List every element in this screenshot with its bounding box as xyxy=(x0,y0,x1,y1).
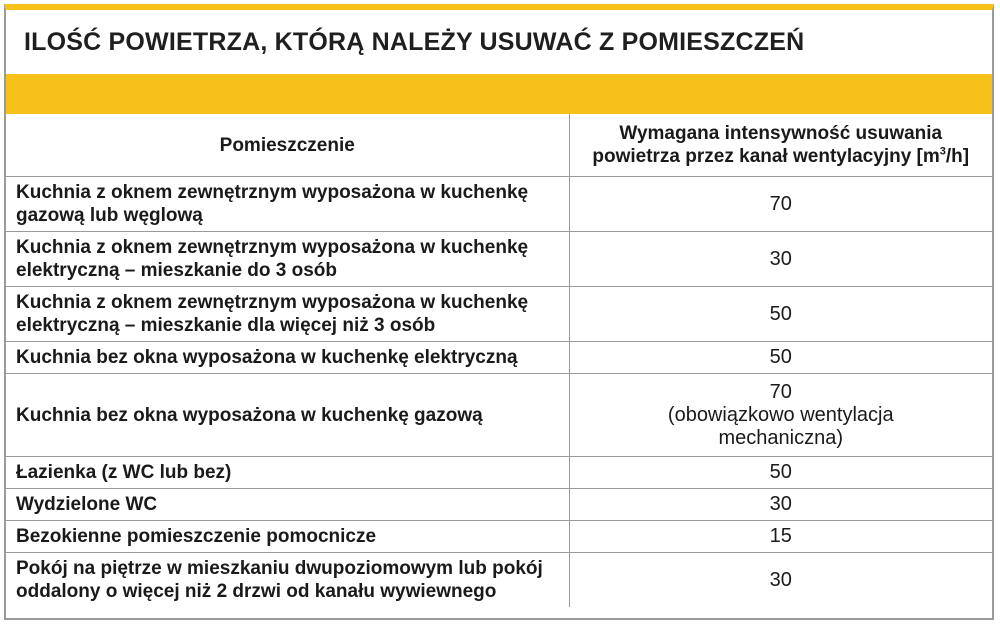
room-cell: Kuchnia bez okna wyposażona w kuchenkę elektryczną xyxy=(6,342,569,374)
header-room: Pomieszczenie xyxy=(6,114,569,177)
value-number: 70 xyxy=(769,380,792,403)
table-row xyxy=(6,553,992,608)
table-row xyxy=(6,177,992,232)
room-cell: Kuchnia z oknem zewnętrznym wyposażona w kuchenkę elektryczną – mieszkanie dla więcej niż 3 osób xyxy=(6,287,569,342)
table-title: ILOŚĆ POWIETRZA, KTÓRĄ NALEŻY USUWAĆ Z POMIESZCZEŃ xyxy=(24,27,805,56)
room-cell: Kuchnia z oknem zewnętrznym wyposażona w kuchenkę elektryczną – mieszkanie do 3 osób xyxy=(6,232,569,287)
room-cell: Bezokienne pomieszczenie pomocnicze xyxy=(6,521,569,553)
table-row xyxy=(6,521,992,553)
value-note-line1: (obowiązkowo wentylacja xyxy=(667,403,894,426)
value-cell: 30 xyxy=(569,232,992,287)
table-header-row xyxy=(6,114,992,177)
ventilation-table xyxy=(6,114,992,607)
value-cell: 50 xyxy=(569,342,992,374)
table-row xyxy=(6,232,992,287)
value-cell: 30 xyxy=(569,553,992,608)
yellow-band xyxy=(6,74,992,114)
table-row xyxy=(6,374,992,457)
value-cell: 50 xyxy=(569,457,992,489)
header-intensity-line1: Wymagana intensywność usuwania xyxy=(619,123,943,144)
ventilation-table-card xyxy=(4,4,994,620)
room-cell: Kuchnia bez okna wyposażona w kuchenkę gazową xyxy=(6,374,569,457)
table-row xyxy=(6,457,992,489)
table-row xyxy=(6,342,992,374)
table-row xyxy=(6,287,992,342)
room-cell: Łazienka (z WC lub bez) xyxy=(6,457,569,489)
header-intensity-line2: powietrza przez kanał wentylacyjny [m xyxy=(592,146,940,167)
value-cell xyxy=(569,374,992,457)
value-cell: 50 xyxy=(569,287,992,342)
room-cell: Kuchnia z oknem zewnętrznym wyposażona w kuchenkę gazową lub węglową xyxy=(6,177,569,232)
header-intensity xyxy=(569,114,992,177)
value-cell: 70 xyxy=(569,177,992,232)
header-intensity-end: /h] xyxy=(945,146,970,167)
value-note-line2: mechaniczna) xyxy=(718,426,843,449)
room-cell: Pokój na piętrze w mieszkaniu dwupoziomowym lub pokój oddalony o więcej niż 2 drzwi od kanału wywiewnego xyxy=(6,553,569,608)
table-row xyxy=(6,489,992,521)
room-cell: Wydzielone WC xyxy=(6,489,569,521)
value-cell: 30 xyxy=(569,489,992,521)
header-intensity-sup: 3 xyxy=(939,145,946,158)
value-cell: 15 xyxy=(569,521,992,553)
